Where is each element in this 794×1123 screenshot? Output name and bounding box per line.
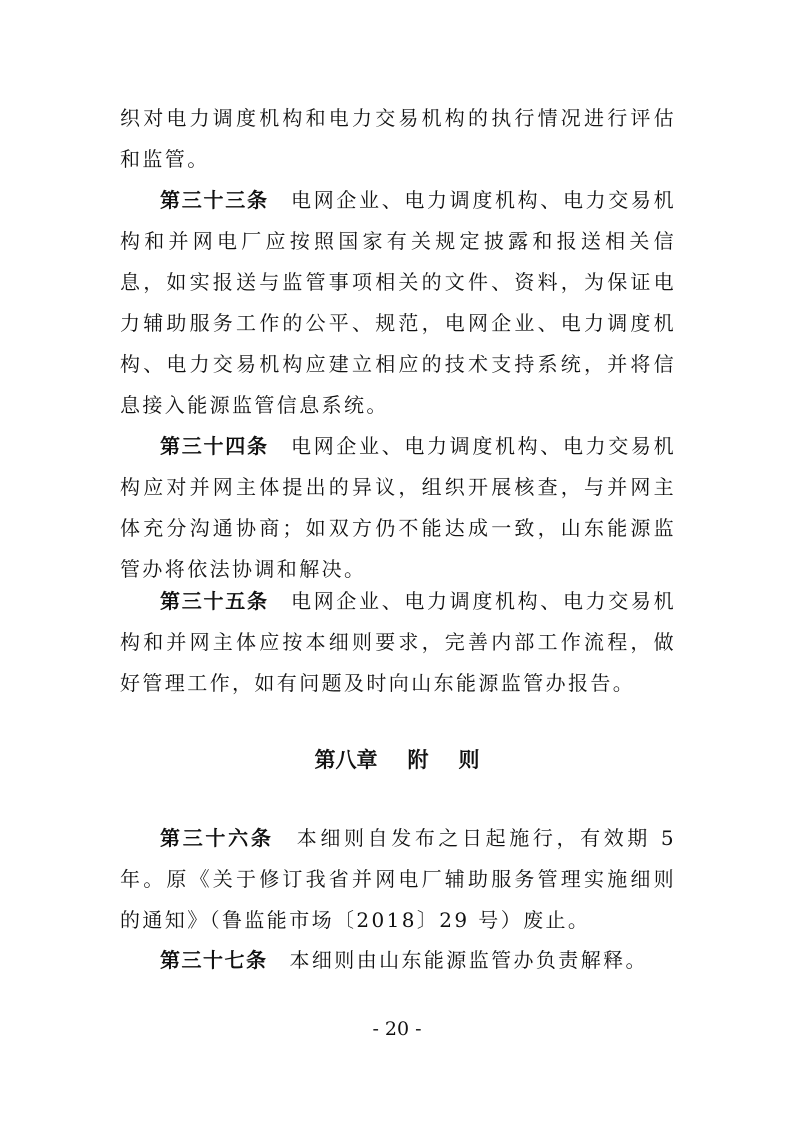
chapter-title — [0, 740, 794, 780]
paragraph-text: 织对电力调度机构和电力交易机构的执行情况进行评估和监管。 — [120, 106, 676, 171]
paragraph-continued — [120, 98, 676, 180]
article-body: 本细则由山东能源监管办负责解释。 — [289, 948, 648, 972]
article-37 — [120, 940, 676, 981]
article-heading: 第三十三条 — [160, 188, 269, 212]
article-heading: 第三十五条 — [160, 589, 269, 613]
article-body: 本细则自发布之日起施行，有效期 5 年。原《关于修订我省并网电厂辅助服务管理实施细则的通知》（鲁监能市场〔2018〕29 号）废止。 — [120, 826, 677, 932]
article-body: 电网企业、电力调度机构、电力交易机构应对并网主体提出的异议，组织开展核查，与并网主体充分沟通协商；如双方仍不能达成一致，山东能源监管办将依法协调和解决。 — [120, 434, 676, 581]
article-body: 电网企业、电力调度机构、电力交易机构和并网电厂应按照国家有关规定披露和报送相关信息，如实报送与监管事项相关的文件、资料，为保证电力辅助服务工作的公平、规范，电网企业、电力调度机构、电力交易机构应建立相应的技术支持系统，并将信息接入能源监管信息系统。 — [120, 188, 676, 417]
chapter-name-2: 则 — [458, 748, 480, 772]
article-heading: 第三十六条 — [160, 826, 274, 850]
article-36 — [120, 818, 676, 941]
article-35 — [120, 581, 676, 704]
chapter-number: 第八章 — [314, 748, 378, 772]
article-heading: 第三十七条 — [160, 948, 268, 972]
page-number: - 20 - — [372, 1018, 422, 1040]
article-heading: 第三十四条 — [160, 434, 269, 458]
article-34 — [120, 426, 676, 590]
article-33 — [120, 180, 676, 426]
chapter-name-1: 附 — [407, 748, 429, 772]
article-body: 电网企业、电力调度机构、电力交易机构和并网主体应按本细则要求，完善内部工作流程，做好管理工作，如有问题及时向山东能源监管办报告。 — [120, 589, 676, 695]
